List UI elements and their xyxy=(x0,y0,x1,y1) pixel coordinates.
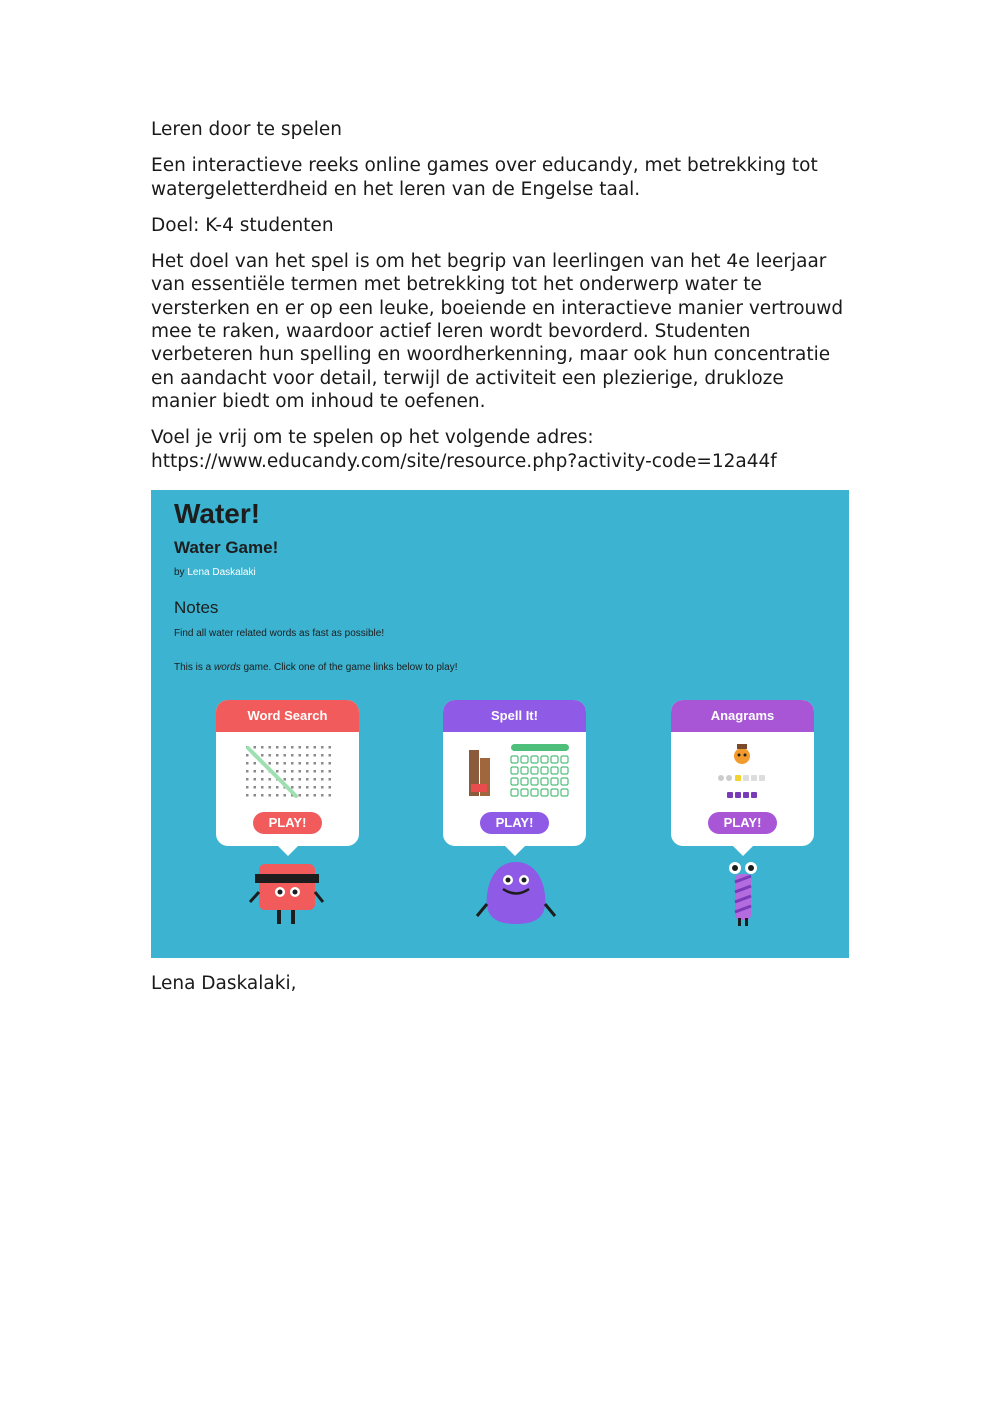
letter-tile xyxy=(551,756,558,763)
grid-letter xyxy=(306,754,309,757)
grid-letter xyxy=(246,786,249,789)
grid-letter xyxy=(329,786,332,789)
grid-letter xyxy=(276,786,279,789)
author-link[interactable]: Lena Daskalaki xyxy=(187,567,256,578)
doc-heading: Leren door te spelen xyxy=(151,119,342,140)
grid-letter xyxy=(261,746,264,749)
anagrams-header: Anagrams xyxy=(671,700,814,732)
grid-letter xyxy=(321,762,324,765)
doc-intro: Een interactieve reeks online games over educandy, met betrekking tot watergeletterdheid en het leren van de Engelse taal. xyxy=(151,155,818,200)
grid-letter xyxy=(254,762,257,765)
grid-letter xyxy=(269,746,272,749)
grid-letter xyxy=(329,794,332,797)
grid-letter xyxy=(261,770,264,773)
grid-letter xyxy=(314,754,317,757)
grid-letter xyxy=(306,770,309,773)
grid-letter xyxy=(321,754,324,757)
grid-letter xyxy=(306,762,309,765)
author-line xyxy=(174,567,256,578)
game-title: Water! xyxy=(174,498,261,529)
grid-letter xyxy=(321,778,324,781)
striped-worm-mascot-icon xyxy=(717,858,769,928)
letter-tile xyxy=(551,778,558,785)
notes-heading: Notes xyxy=(174,598,219,617)
letter-tile xyxy=(521,778,528,785)
grid-letter xyxy=(246,754,249,757)
grid-letter xyxy=(254,770,257,773)
grid-letter xyxy=(299,762,302,765)
grid-letter xyxy=(321,770,324,773)
grid-letter xyxy=(329,754,332,757)
grid-letter xyxy=(314,762,317,765)
letter-tile xyxy=(521,789,528,796)
letter-tile xyxy=(531,789,538,796)
grid-letter xyxy=(321,746,324,749)
grid-letter xyxy=(276,794,279,797)
letter-tile xyxy=(531,756,538,763)
grid-letter xyxy=(314,770,317,773)
grid-letter xyxy=(329,778,332,781)
note-2: This is a words game. Click one of the game links below to play! xyxy=(174,662,458,673)
grid-letter xyxy=(291,762,294,765)
grid-letter xyxy=(299,754,302,757)
grid-letter xyxy=(276,746,279,749)
grid-letter xyxy=(246,762,249,765)
grid-letter xyxy=(246,778,249,781)
card-tail xyxy=(277,845,299,856)
word-search-header: Word Search xyxy=(216,700,359,732)
letter-tile xyxy=(541,789,548,796)
grid-letter xyxy=(269,794,272,797)
grid-letter xyxy=(314,746,317,749)
letter-tile xyxy=(561,767,568,774)
anagrams-play-button[interactable]: PLAY! xyxy=(708,812,777,834)
letter-tile xyxy=(531,767,538,774)
spell-it-play-button[interactable]: PLAY! xyxy=(480,812,549,834)
card-tail xyxy=(504,845,526,856)
letter-tile xyxy=(511,789,518,796)
doc-description: Het doel van het spel is om het begrip van leerlingen van het 4e leerjaar van essentiële termen met betrekking tot het onderwerp water te versterken en er op een leuke, boeiende en interactieve manier vertrouwd mee te raken, waardoor actief leren wordt bevorderd. Studenten verbeteren hun spelling en woordherkenning, maar ook hun concentratie en aandacht voor detail, terwijl de activiteit een plezierige, drukloze manier biedt om inhoud te oefenen. xyxy=(151,251,844,412)
word-search-card[interactable] xyxy=(216,700,359,846)
letter-tile xyxy=(521,767,528,774)
grid-letter xyxy=(321,794,324,797)
spell-it-card[interactable] xyxy=(443,700,586,846)
grid-letter xyxy=(269,754,272,757)
grid-letter xyxy=(306,778,309,781)
by-label: by xyxy=(174,567,185,578)
grid-letter xyxy=(284,794,287,797)
letter-tile xyxy=(541,756,548,763)
grid-letter xyxy=(314,786,317,789)
grid-letter xyxy=(299,786,302,789)
grid-letter xyxy=(276,762,279,765)
grid-letter xyxy=(254,786,257,789)
letter-tile xyxy=(511,756,518,763)
grid-letter xyxy=(299,778,302,781)
spell-it-header: Spell It! xyxy=(443,700,586,732)
invite-text: Voel je vrij om te spelen op het volgende adres: xyxy=(151,427,594,449)
grid-letter xyxy=(291,746,294,749)
grid-letter xyxy=(329,770,332,773)
grid-letter xyxy=(291,754,294,757)
letter-tile xyxy=(561,778,568,785)
letter-tile xyxy=(541,767,548,774)
anagrams-thumbnail xyxy=(681,740,804,806)
educandy-screenshot xyxy=(151,490,849,958)
spell-it-thumbnail xyxy=(453,740,576,806)
grid-letter xyxy=(246,794,249,797)
letter-tile xyxy=(521,756,528,763)
grid-letter xyxy=(314,778,317,781)
doc-target: Doel: K-4 studenten xyxy=(151,214,334,236)
grid-letter xyxy=(299,746,302,749)
grid-letter xyxy=(284,762,287,765)
grid-letter xyxy=(299,770,302,773)
anagrams-card[interactable] xyxy=(671,700,814,846)
letter-tile xyxy=(541,778,548,785)
grid-letter xyxy=(261,786,264,789)
grid-letter xyxy=(291,770,294,773)
letter-tile xyxy=(561,789,568,796)
grid-letter xyxy=(306,786,309,789)
letter-tile xyxy=(551,767,558,774)
grid-letter xyxy=(329,746,332,749)
word-search-play-button[interactable]: PLAY! xyxy=(253,812,322,834)
doc-signature: Lena Daskalaki, xyxy=(151,973,297,994)
grid-letter xyxy=(306,794,309,797)
grid-letter xyxy=(276,754,279,757)
grid-letter xyxy=(284,754,287,757)
grid-letter xyxy=(291,786,294,789)
letter-tile xyxy=(531,778,538,785)
note-1: Find all water related words as fast as possible! xyxy=(174,628,385,639)
grid-letter xyxy=(269,786,272,789)
grid-letter xyxy=(269,778,272,781)
letter-tile xyxy=(561,756,568,763)
activity-link[interactable]: https://www.educandy.com/site/resource.php?activity-code=12a44f xyxy=(151,450,777,472)
grid-letter xyxy=(314,794,317,797)
letter-tile xyxy=(511,778,518,785)
grid-letter xyxy=(261,778,264,781)
grid-letter xyxy=(306,746,309,749)
letter-tile xyxy=(551,789,558,796)
red-block-mascot-icon xyxy=(247,858,327,928)
grid-letter xyxy=(321,786,324,789)
grid-letter xyxy=(254,746,257,749)
document-body xyxy=(151,118,851,473)
grid-letter xyxy=(276,770,279,773)
grid-letter xyxy=(254,778,257,781)
doc-invite xyxy=(151,426,851,473)
word-search-thumbnail xyxy=(226,740,349,806)
grid-letter xyxy=(254,794,257,797)
grid-letter xyxy=(329,762,332,765)
grid-letter xyxy=(261,794,264,797)
grid-letter xyxy=(291,778,294,781)
grid-letter xyxy=(284,746,287,749)
grid-letter xyxy=(246,770,249,773)
game-subtitle: Water Game! xyxy=(174,538,279,557)
grid-letter xyxy=(261,754,264,757)
grid-letter xyxy=(284,778,287,781)
card-tail xyxy=(732,845,754,856)
grid-letter xyxy=(299,794,302,797)
grid-letter xyxy=(269,762,272,765)
letter-tile xyxy=(511,767,518,774)
purple-blob-mascot-icon xyxy=(473,858,559,928)
grid-letter xyxy=(284,770,287,773)
